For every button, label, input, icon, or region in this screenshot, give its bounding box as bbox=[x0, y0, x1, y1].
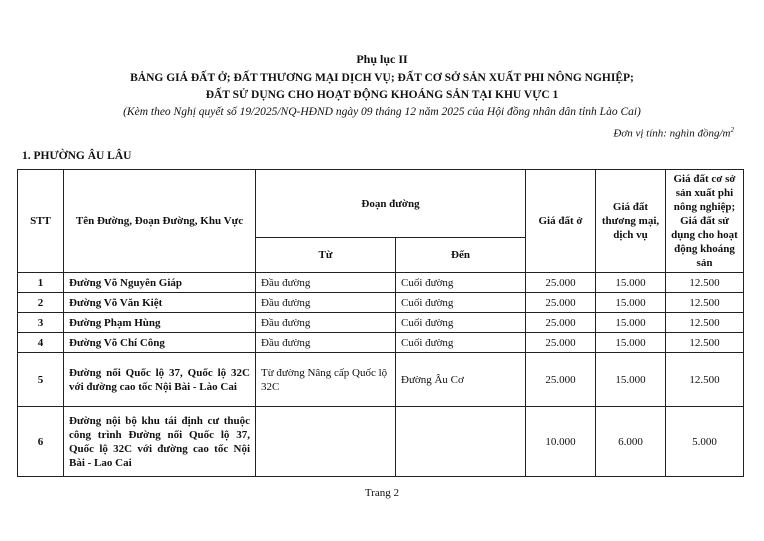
table-row bbox=[18, 407, 744, 477]
header-commercial-price: Giá đất thương mại, dịch vụ bbox=[596, 170, 666, 273]
table-row bbox=[18, 273, 744, 293]
row-commercial-price: 6.000 bbox=[596, 407, 666, 477]
row-commercial-price: 15.000 bbox=[596, 353, 666, 407]
header-road-segment: Đoạn đường bbox=[256, 170, 526, 238]
row-residential-price: 25.000 bbox=[526, 313, 596, 333]
unit-superscript: 2 bbox=[730, 126, 734, 134]
row-from: Đầu đường bbox=[256, 293, 396, 313]
unit-text: Đơn vị tính: nghìn đồng/m bbox=[613, 127, 731, 140]
row-commercial-price: 15.000 bbox=[596, 293, 666, 313]
row-stt: 5 bbox=[18, 353, 64, 407]
unit-note bbox=[613, 126, 734, 140]
row-stt: 2 bbox=[18, 293, 64, 313]
row-production-price: 12.500 bbox=[666, 313, 744, 333]
header-from: Từ bbox=[256, 238, 396, 273]
row-stt: 6 bbox=[18, 407, 64, 477]
document-subtitle: (Kèm theo Nghị quyết số 19/2025/NQ-HĐND ngày 09 tháng 12 năm 2025 của Hội đồng nhân dân tỉnh Lào Cai) bbox=[123, 106, 641, 118]
row-production-price: 5.000 bbox=[666, 407, 744, 477]
row-production-price: 12.500 bbox=[666, 293, 744, 313]
row-residential-price: 25.000 bbox=[526, 333, 596, 353]
section-title: 1. PHƯỜNG ÂU LÂU bbox=[22, 150, 132, 162]
row-road-name: Đường nối Quốc lộ 37, Quốc lộ 32C với đường cao tốc Nội Bài - Lào Cai bbox=[64, 353, 256, 407]
table-header-row bbox=[18, 170, 744, 238]
row-from bbox=[256, 407, 396, 477]
header-residential-price: Giá đất ở bbox=[526, 170, 596, 273]
row-production-price: 12.500 bbox=[666, 353, 744, 407]
row-road-name: Đường nội bộ khu tái định cư thuộc công trình Đường nối Quốc lộ 37, Quốc lộ 32C với đường cao tốc Nội Bài - Lao Cai bbox=[64, 407, 256, 477]
row-to: Đường Âu Cơ bbox=[396, 353, 526, 407]
header-production-price: Giá đất cơ sở sản xuất phi nông nghiệp; Giá đất sử dụng cho hoạt động khoáng sản bbox=[666, 170, 744, 273]
row-from: Đầu đường bbox=[256, 333, 396, 353]
table-row bbox=[18, 353, 744, 407]
row-stt: 1 bbox=[18, 273, 64, 293]
row-from: Từ đường Nâng cấp Quốc lộ 32C bbox=[256, 353, 396, 407]
row-to: Cuối đường bbox=[396, 333, 526, 353]
row-residential-price: 10.000 bbox=[526, 407, 596, 477]
table-row bbox=[18, 313, 744, 333]
row-production-price: 12.500 bbox=[666, 273, 744, 293]
header-to: Đến bbox=[396, 238, 526, 273]
row-to: Cuối đường bbox=[396, 313, 526, 333]
row-road-name: Đường Phạm Hùng bbox=[64, 313, 256, 333]
row-stt: 4 bbox=[18, 333, 64, 353]
row-residential-price: 25.000 bbox=[526, 353, 596, 407]
row-road-name: Đường Võ Văn Kiệt bbox=[64, 293, 256, 313]
row-road-name: Đường Võ Chí Công bbox=[64, 333, 256, 353]
row-to bbox=[396, 407, 526, 477]
row-from: Đầu đường bbox=[256, 273, 396, 293]
row-to: Cuối đường bbox=[396, 293, 526, 313]
header-stt: STT bbox=[18, 170, 64, 273]
document-title-line-2: ĐẤT SỬ DỤNG CHO HOẠT ĐỘNG KHOÁNG SẢN TẠI KHU VỰC 1 bbox=[205, 89, 559, 101]
row-commercial-price: 15.000 bbox=[596, 333, 666, 353]
row-commercial-price: 15.000 bbox=[596, 313, 666, 333]
row-production-price: 12.500 bbox=[666, 333, 744, 353]
price-table bbox=[17, 169, 744, 477]
table-row bbox=[18, 293, 744, 313]
row-stt: 3 bbox=[18, 313, 64, 333]
header-road-name: Tên Đường, Đoạn Đường, Khu Vực bbox=[64, 170, 256, 273]
row-residential-price: 25.000 bbox=[526, 273, 596, 293]
row-to: Cuối đường bbox=[396, 273, 526, 293]
row-from: Đầu đường bbox=[256, 313, 396, 333]
appendix-label: Phụ lục II bbox=[356, 52, 408, 66]
document-title-line-1: BẢNG GIÁ ĐẤT Ở; ĐẤT THƯƠNG MẠI DỊCH VỤ; ĐẤT CƠ SỞ SẢN XUẤT PHI NÔNG NGHIỆP; bbox=[130, 72, 634, 84]
row-residential-price: 25.000 bbox=[526, 293, 596, 313]
row-commercial-price: 15.000 bbox=[596, 273, 666, 293]
row-road-name: Đường Võ Nguyên Giáp bbox=[64, 273, 256, 293]
page-number: Trang 2 bbox=[364, 487, 400, 499]
table-row bbox=[18, 333, 744, 353]
